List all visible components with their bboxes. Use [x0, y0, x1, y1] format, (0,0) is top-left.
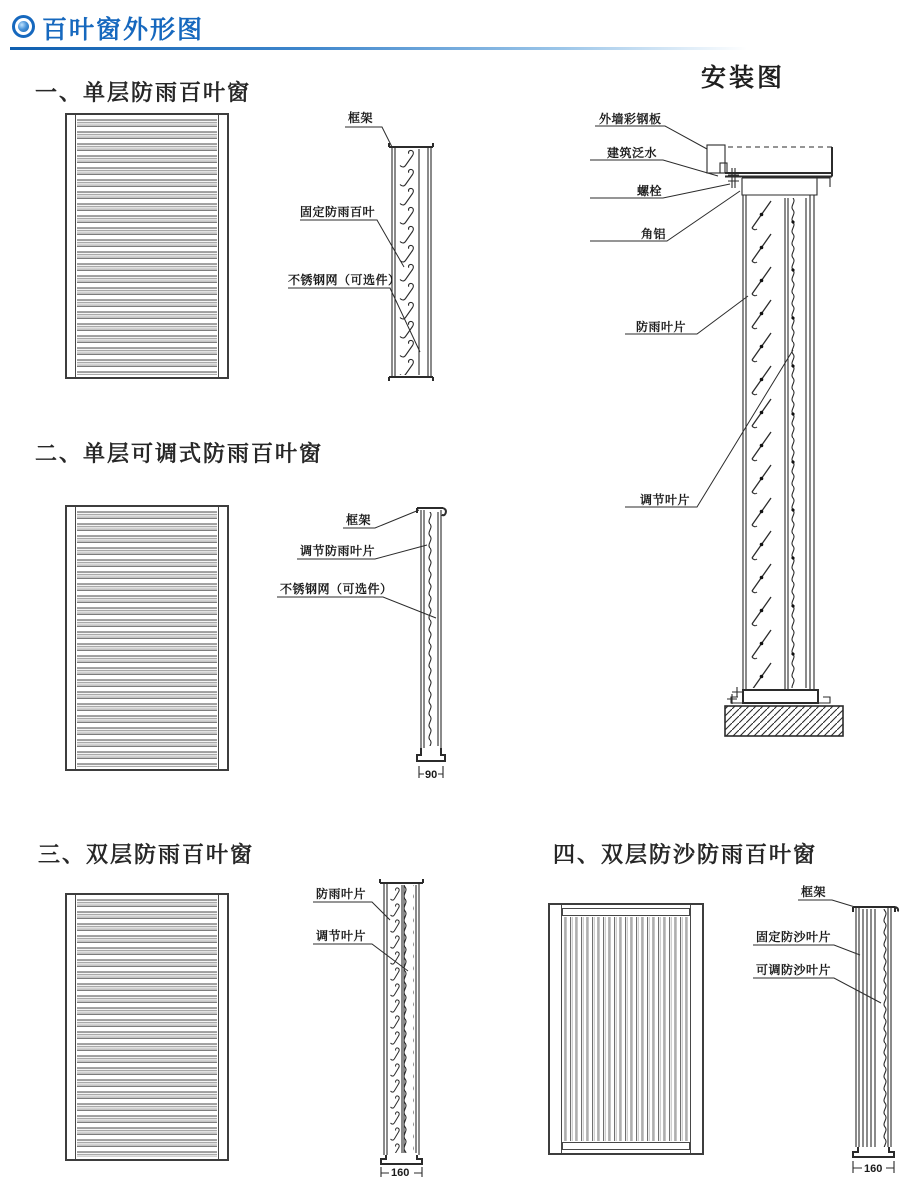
section3-title: 三、双层防雨百叶窗: [38, 842, 255, 867]
frame-post-right: [690, 905, 702, 1153]
bolt-pin: [728, 168, 739, 188]
foundation-block: [725, 706, 843, 736]
label-frame: 框架: [801, 885, 827, 899]
horizontal-louver-slats: [77, 897, 217, 1157]
section4-side-view: [750, 875, 910, 1185]
label-angle-aluminum: 角铝: [641, 227, 667, 241]
frame-post-left: [550, 905, 562, 1153]
label-flashing: 建筑泛水: [607, 146, 658, 160]
section2-title: 二、单层可调式防雨百叶窗: [35, 441, 324, 466]
installation-diagram: [585, 100, 910, 760]
rain-blades: [388, 885, 402, 1153]
frame-rail-bottom: [562, 1142, 690, 1150]
section4-front-view: [548, 903, 704, 1155]
horizontal-louver-slats: [77, 117, 217, 375]
flashing-step: [720, 163, 727, 173]
label-adjust-blade: 调节叶片: [640, 493, 691, 507]
label-wall-panel: 外墙彩钢板: [599, 112, 662, 126]
frame-post-left: [67, 507, 76, 769]
label-adjust-blade: 调节叶片: [316, 929, 367, 943]
section3-side-view: [310, 875, 440, 1185]
dimension-90: 90: [425, 769, 438, 781]
adjustable-sand-blades: [877, 909, 887, 1147]
frame-rail-top: [562, 908, 690, 916]
section2-front-view: [65, 505, 229, 771]
base-channel: [743, 690, 818, 703]
section4-title: 四、双层防沙防雨百叶窗: [553, 842, 818, 867]
bullseye-icon-dot: [18, 21, 29, 32]
frame-post-left: [67, 895, 76, 1159]
label-rain-blade: 防雨叶片: [636, 320, 687, 334]
page-title: 百叶窗外形图: [42, 16, 205, 44]
install-title: 安装图: [701, 64, 786, 92]
section1-side-view: [285, 105, 465, 395]
frame-post-right: [218, 115, 227, 377]
label-stainless-mesh: 不锈钢网（可选件）: [280, 582, 393, 596]
adjustable-rain-blades: [426, 512, 436, 746]
frame-post-right: [218, 895, 227, 1159]
wall-panel-block: [707, 145, 725, 173]
frame-post-right: [218, 507, 227, 769]
label-rain-blade: 防雨叶片: [316, 887, 367, 901]
vertical-louver-slats: [563, 917, 689, 1141]
label-adjust-rain-blade: 调节防雨叶片: [300, 544, 376, 558]
bullseye-icon: [12, 15, 35, 38]
header-underline: [10, 47, 747, 50]
label-fixed-sand-blade: 固定防沙叶片: [756, 930, 832, 944]
rain-blades-section: [748, 198, 774, 688]
dimension-160: 160: [391, 1167, 410, 1179]
section3-front-view: [65, 893, 229, 1161]
label-adjustable-sand-blade: 可调防沙叶片: [756, 963, 832, 977]
dimension-160: 160: [864, 1163, 883, 1175]
section1-front-view: [65, 113, 229, 379]
frame-post-left: [67, 115, 76, 377]
adjust-blades-section: [788, 198, 798, 688]
label-frame: 框架: [348, 111, 374, 125]
label-frame: 框架: [346, 513, 372, 527]
label-bolt: 螺栓: [637, 184, 663, 198]
section1-title: 一、单层防雨百叶窗: [35, 80, 252, 105]
label-fixed-rain-louver: 固定防雨百叶: [300, 205, 376, 219]
horizontal-louver-slats: [77, 509, 217, 767]
adjust-blades: [404, 885, 414, 1153]
label-stainless-mesh: 不锈钢网（可选件）: [288, 273, 401, 287]
